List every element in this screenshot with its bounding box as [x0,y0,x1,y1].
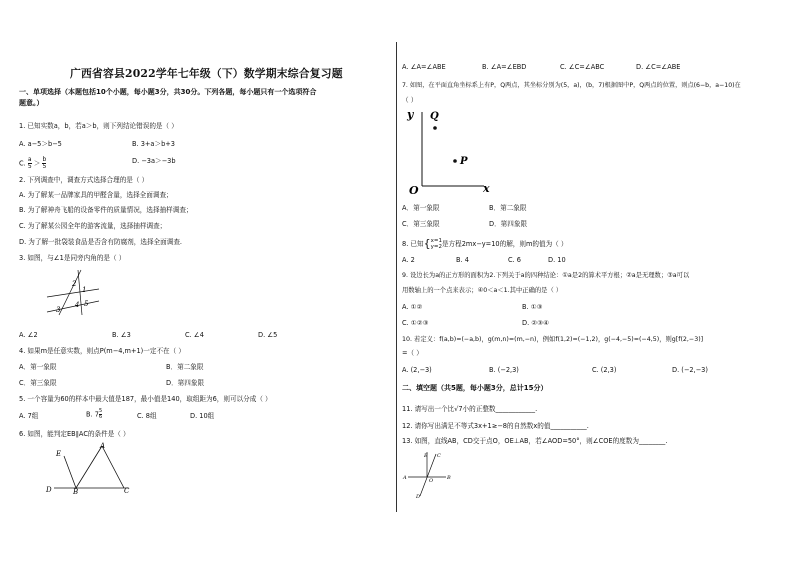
section2-heading: 二、填空题（共5题，每小题3分，总计15分） [402,384,548,392]
q6-stem: 6. 如图，能判定EB∥AC的条件是（ ） [19,430,130,438]
q7-point-p [453,159,457,163]
section1-heading-cont: 题意。） [19,99,44,107]
q1-gt-sign: ＞ [33,159,41,168]
q7-option-c: C．第三象限 [402,220,440,228]
q2-option-c: C. 为了解某公园全年的游客流量，选择抽样调查； [19,222,167,230]
q3-line-top [47,289,99,297]
q6-option-c: C. ∠C=∠ABC [560,63,605,71]
q12-stem: 12. 请你写出满足不等式3x+1≥−8的自然数x的值___________. [402,422,589,430]
q13-label-a: A [403,475,407,481]
q8-option-d: D. 10 [548,256,566,264]
q13-line-cd [420,454,436,496]
q3-option-b: B. ∠3 [112,331,131,339]
q2-option-b: B. 为了解神舟飞船的设备零件的质量情况，选择抽样调查； [19,206,193,214]
q1-stem: 1. 已知实数a，b，若a＞b，则下列结论错误的是（ ） [19,122,178,130]
q10-option-c: C. (2,3) [592,366,617,374]
q1-option-a: A. a−5＞b−5 [19,140,62,148]
q7-option-b: B．第二象限 [489,204,527,212]
q8-option-a: A. 2 [402,256,415,264]
q1-option-d: D. −3a＞−3b [132,157,176,165]
q4-option-d: D．第四象限 [166,379,205,387]
q8-option-c: C. 6 [508,256,521,264]
q7-label-p: P [460,156,468,167]
q10-option-d: D. (−2,−3) [672,366,708,374]
q6-label-b: B [73,488,79,494]
q7-label-y: y [407,108,414,121]
q6-line-ac [102,446,124,488]
q13-label-b: B [447,475,451,481]
q7-paren: （ ） [402,96,418,104]
section1-heading: 一、单项选择（本题包括10个小题，每小题3分，共30分。下列各题，每小题只有一个选项符合 [19,88,317,96]
q5-option-c: C. 8组 [137,412,157,420]
q2-option-d: D. 为了解一批袋装食品是否含有防腐剂，选择全面调查. [19,238,183,246]
q13-figure [402,450,454,500]
q7-point-q [433,126,437,130]
q6-option-d: D. ∠C=∠ABE [636,63,681,71]
q3-stem: 3. 如图，与∠1是同旁内角的是（ ） [19,254,126,262]
q7-coordinate-figure [402,106,502,196]
q5-stem: 5. 一个容量为60的样本中最大值是187，最小值是140，取组距为6，则可以分成（ ） [19,395,272,403]
q5-option-a: A. 7组 [19,412,39,420]
q4-stem: 4. 如果m是任意实数，则点P(m−4,m+1)一定不在（ ） [19,347,185,355]
q9-stem: 9. 设边长为a的正方形的面积为2.下列关于a的四种结论：①a是2的算术平方根；②a是无理数；③a可以 [402,272,690,279]
q6-label-a: A [100,442,106,450]
q11-stem: 11. 请写出一个比√7小的正整数____________. [402,405,538,413]
q3-option-a: A. ∠2 [19,331,38,339]
q4-option-c: C．第三象限 [19,379,57,387]
q13-stem: 13. 如图，直线AB，CD交于点O，OE⊥AB，若∠AOD=50°，则∠COE的度数为________. [402,437,668,445]
q2-stem: 2. 下列调查中，调查方式选择合理的是（ ） [19,176,149,184]
q8-option-b: B. 4 [456,256,469,264]
q7-label-q: Q [430,111,439,122]
page-title: 广西省容县2022学年七年级（下）数学期末综合复习题 [70,67,343,80]
q1-option-b: B. 3+a＞b+3 [132,140,175,148]
q13-label-o: O [429,478,434,484]
q6-line-ba [76,446,102,488]
q10-stem-cont: =（ ） [402,349,423,357]
q1-fraction-a: $\frac{a}{5}$ [27,156,32,170]
q13-label-e: E [424,453,428,459]
q1-option-c-prefix: C. [19,159,26,168]
q9-option-b: B. ①③ [522,303,543,311]
q4-option-b: B．第二象限 [166,363,204,371]
q9-stem-cont: 用数轴上的一个点来表示；④0＜a＜1.其中正确的是（ ） [402,287,563,294]
q3-label-4: 4 [75,301,80,309]
q6-label-d: D [46,486,52,494]
q3-figure [44,268,104,318]
q7-label-o: O [409,184,419,196]
q3-line-bottom [47,301,99,312]
q8-stem: 8. 已知{ x=1 y=2 是方程2mx−y=10的解，则m的值为（ ） [402,237,568,250]
q3-label-3: 3 [56,306,61,314]
q1-fraction-b: $\frac{b}{5}$ [42,156,47,170]
q7-option-d: D．第四象限 [489,220,528,228]
q9-option-d: D. ②③④ [522,319,550,327]
q3-option-d: D. ∠5 [258,331,278,339]
q10-option-a: A. (2,−3) [402,366,432,374]
q2-option-a: A. 为了解某一品牌家具的甲醛含量，选择全面调查； [19,191,173,199]
q13-label-c: C [437,453,441,459]
q4-option-a: A．第一象限 [19,363,57,371]
q6-label-e: E [56,450,62,458]
q6-label-c: C [124,487,130,494]
q7-stem: 7. 如图，在平面直角坐标系上有P，Q两点，其坐标分别为(5，a)，(b，7)根据图中P，Q两点的位置，则点(6−b，a−10)在 [402,82,741,89]
q5-option-d: D. 10组 [190,412,215,420]
q8-system: x=1 y=2 [430,237,442,250]
q9-option-a: A. ①② [402,303,423,311]
q5-option-b: B. 7 $\frac{5}{6}$ [86,408,103,420]
q9-option-c: C. ①②③ [402,319,429,327]
q6-line-eb [64,456,76,488]
q1-option-c [19,157,46,170]
q7-label-x: x [483,182,490,195]
q7-option-a: A．第一象限 [402,204,440,212]
q6-option-b: B. ∠A=∠EBD [482,63,527,71]
q3-option-c: C. ∠4 [185,331,204,339]
q10-option-b: B. (−2,3) [489,366,519,374]
q5-fraction: $\frac{5}{6}$ [98,408,103,420]
q6-figure [44,442,134,494]
q6-option-a: A. ∠A=∠ABE [402,63,446,71]
q13-label-d: D [416,494,421,500]
column-divider [396,42,397,512]
q10-stem: 10. 若定义：f(a,b)=(−a,b)，g(m,n)=(m,−n)，例如f(1,2)=(−1,2)，g(−4,−5)=(−4,5)，则g[f(2,−3)] [402,336,704,343]
q3-label-1: 1 [82,286,87,294]
q8-brace: { [423,237,431,250]
q3-label-2: 2 [72,280,77,288]
q3-label-5: 5 [84,300,89,308]
